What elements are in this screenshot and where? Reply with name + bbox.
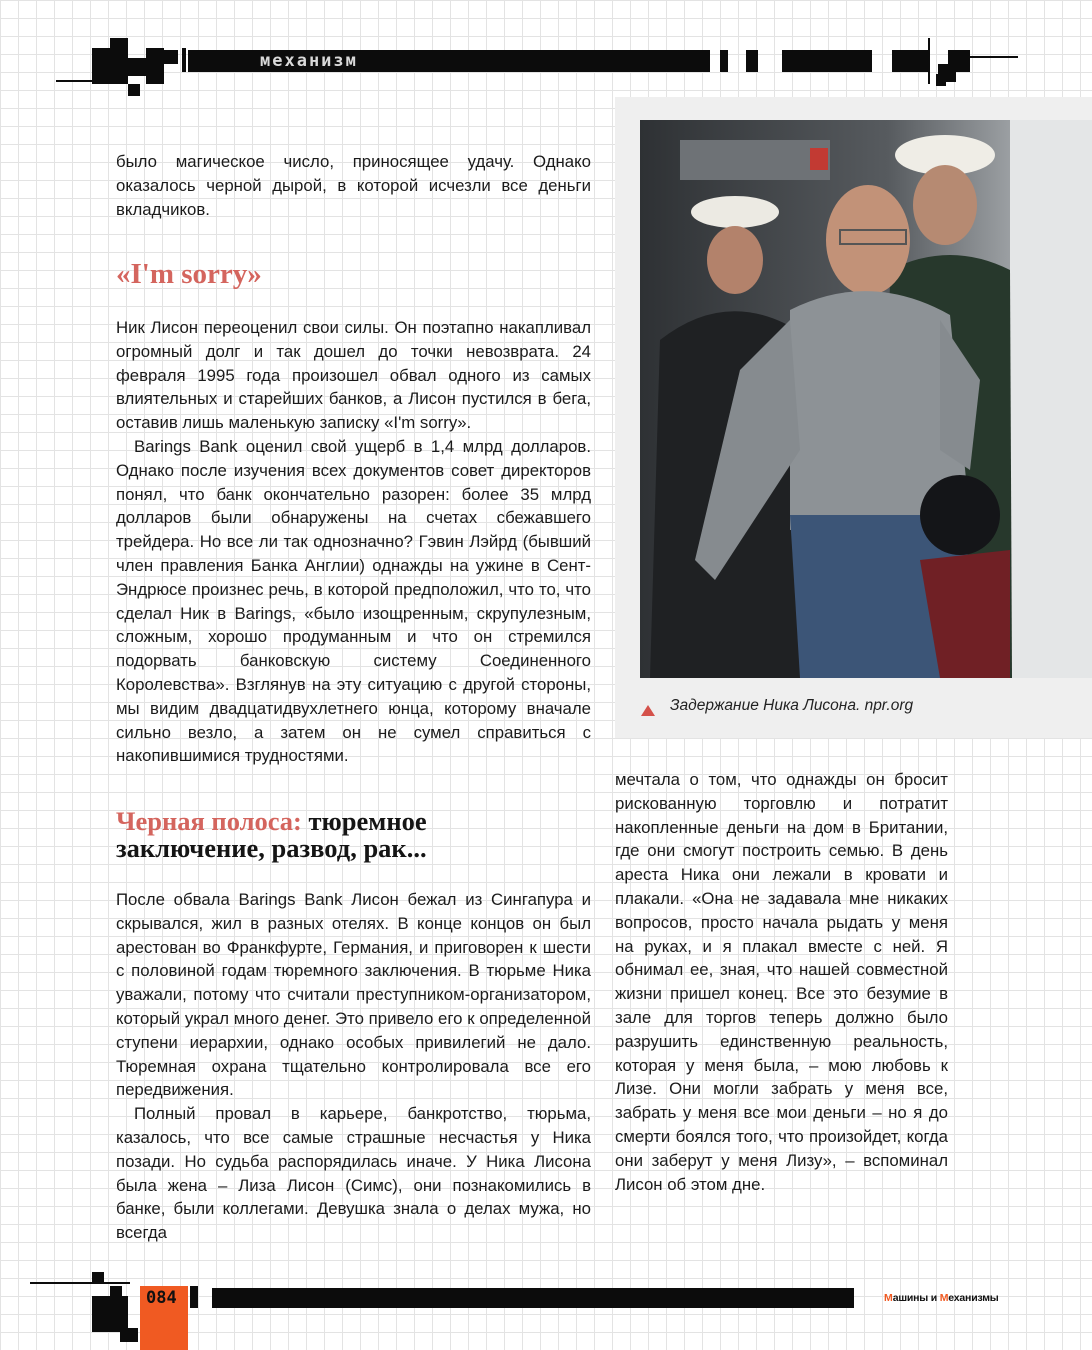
section-rubric-bar	[188, 50, 710, 72]
section-rubric-label: механизм	[260, 51, 358, 71]
intro-text: было магическое число, приносящее удачу. Однако оказалось черной дырой, в которой исчезли все деньги вкладчиков.	[116, 152, 591, 219]
brand-text: ашины и	[892, 1292, 940, 1304]
page-number: 084	[146, 1288, 177, 1308]
arrest-photo	[640, 120, 1092, 678]
magazine-brand	[884, 1292, 999, 1304]
right-column-body	[615, 768, 948, 1196]
caption-arrow-icon	[641, 705, 655, 716]
heading-rest: тюремное заключение, развод, рак...	[116, 806, 427, 863]
heading-accent: Черная полоса:	[116, 806, 302, 836]
section-heading-black-stripe	[116, 808, 576, 862]
brand-text: еханизмы	[948, 1292, 999, 1304]
section1-paragraph: Ник Лисон переоценил свои силы. Он поэтапно накапливал огромный долг и так дошел до точки невозврата. 24 февраля 1995 года произошел обвал одного из самых влиятельных и старейших банков, а Лисон пустился в бега, оставив лишь маленькую записку «I'm sorry».	[116, 318, 591, 433]
brand-initial: М	[884, 1292, 893, 1304]
photo-caption: Задержание Ника Лисона. npr.org	[670, 697, 914, 714]
section2-body	[116, 888, 591, 1245]
page-number-box	[140, 1286, 188, 1350]
section1-paragraph: Barings Bank оценил свой ущерб в 1,4 млрд долларов. Однако после изучения всех документов совет директоров понял, что банк окончательно разорен: более 35 млрд долларов были обнаружены на счетах сбежавшего трейдера. Но все ли так однозначно? Гэвин Лэйрд (бывший член правления Банка Англии) однажды на ужине в Сент-Эндрюсе произнес речь, в которой предположил, что то, что сделал Ник в Barings, «было изощренным, скрупулезным, сложным, хорошо продуманным и что он стремился подорвать банковскую систему Соединенного Королевства». Взглянув на эту ситуацию с другой стороны, мы видим двадцатидвухлетнего юнца, которому вначале сильно везло, а затем он не сумел справиться с накопившимися трудностями.	[116, 436, 591, 766]
intro-paragraph	[116, 150, 591, 221]
brand-initial: М	[939, 1292, 949, 1304]
section2-paragraph: После обвала Barings Bank Лисон бежал из Сингапура и скрывался, жил в разных отелях. В конце концов он был арестован во Франкфурте, Германия, и приговорен к шести с половиной годам тюремного заключения. В тюрьме Ника уважали, потому что считали преступником-организатором, который украл много денег. Это привело его к определенной ступени иерархии, однако особых привилегий не дало. Тюремная охрана тщательно контролировала все его передвижения.	[116, 890, 591, 1100]
section-heading-sorry: «I'm sorry»	[116, 258, 262, 290]
section1-body	[116, 316, 591, 768]
section2-paragraph: Полный провал в карьере, банкротство, тюрьма, казалось, что все самые страшные несчастья у Ника позади. Но судьба распорядилась иначе. У Ника Лисона была жена – Лиза Лисон (Симс), они познакомились в банке, были коллегами. Девушка знала о делах мужа, но всегда	[116, 1104, 591, 1243]
right-column-paragraph: мечтала о том, что однажды он бросит рискованную торговлю и потратит накопленные деньги на дом в Британии, где они смогут построить семью. В день ареста Ника они лежали в кровати и плакали. «Она не задавала мне никаких вопросов, просто начала рыдать у меня на руках, и я плакал вместе с ней. Я обнимал ее, зная, что нашей совместной жизни пришел конец. Все это безумие в зале для торгов теперь должно было разрушить единственную реальность, которая у меня была, – мою любовь к Лизе. Они могли забрать у меня все, забрать у меня все мои деньги – но я до смерти боялся того, что произойдет, когда они заберут у меня Лизу», – вспоминал Лисон об этом дне.	[615, 770, 948, 1194]
